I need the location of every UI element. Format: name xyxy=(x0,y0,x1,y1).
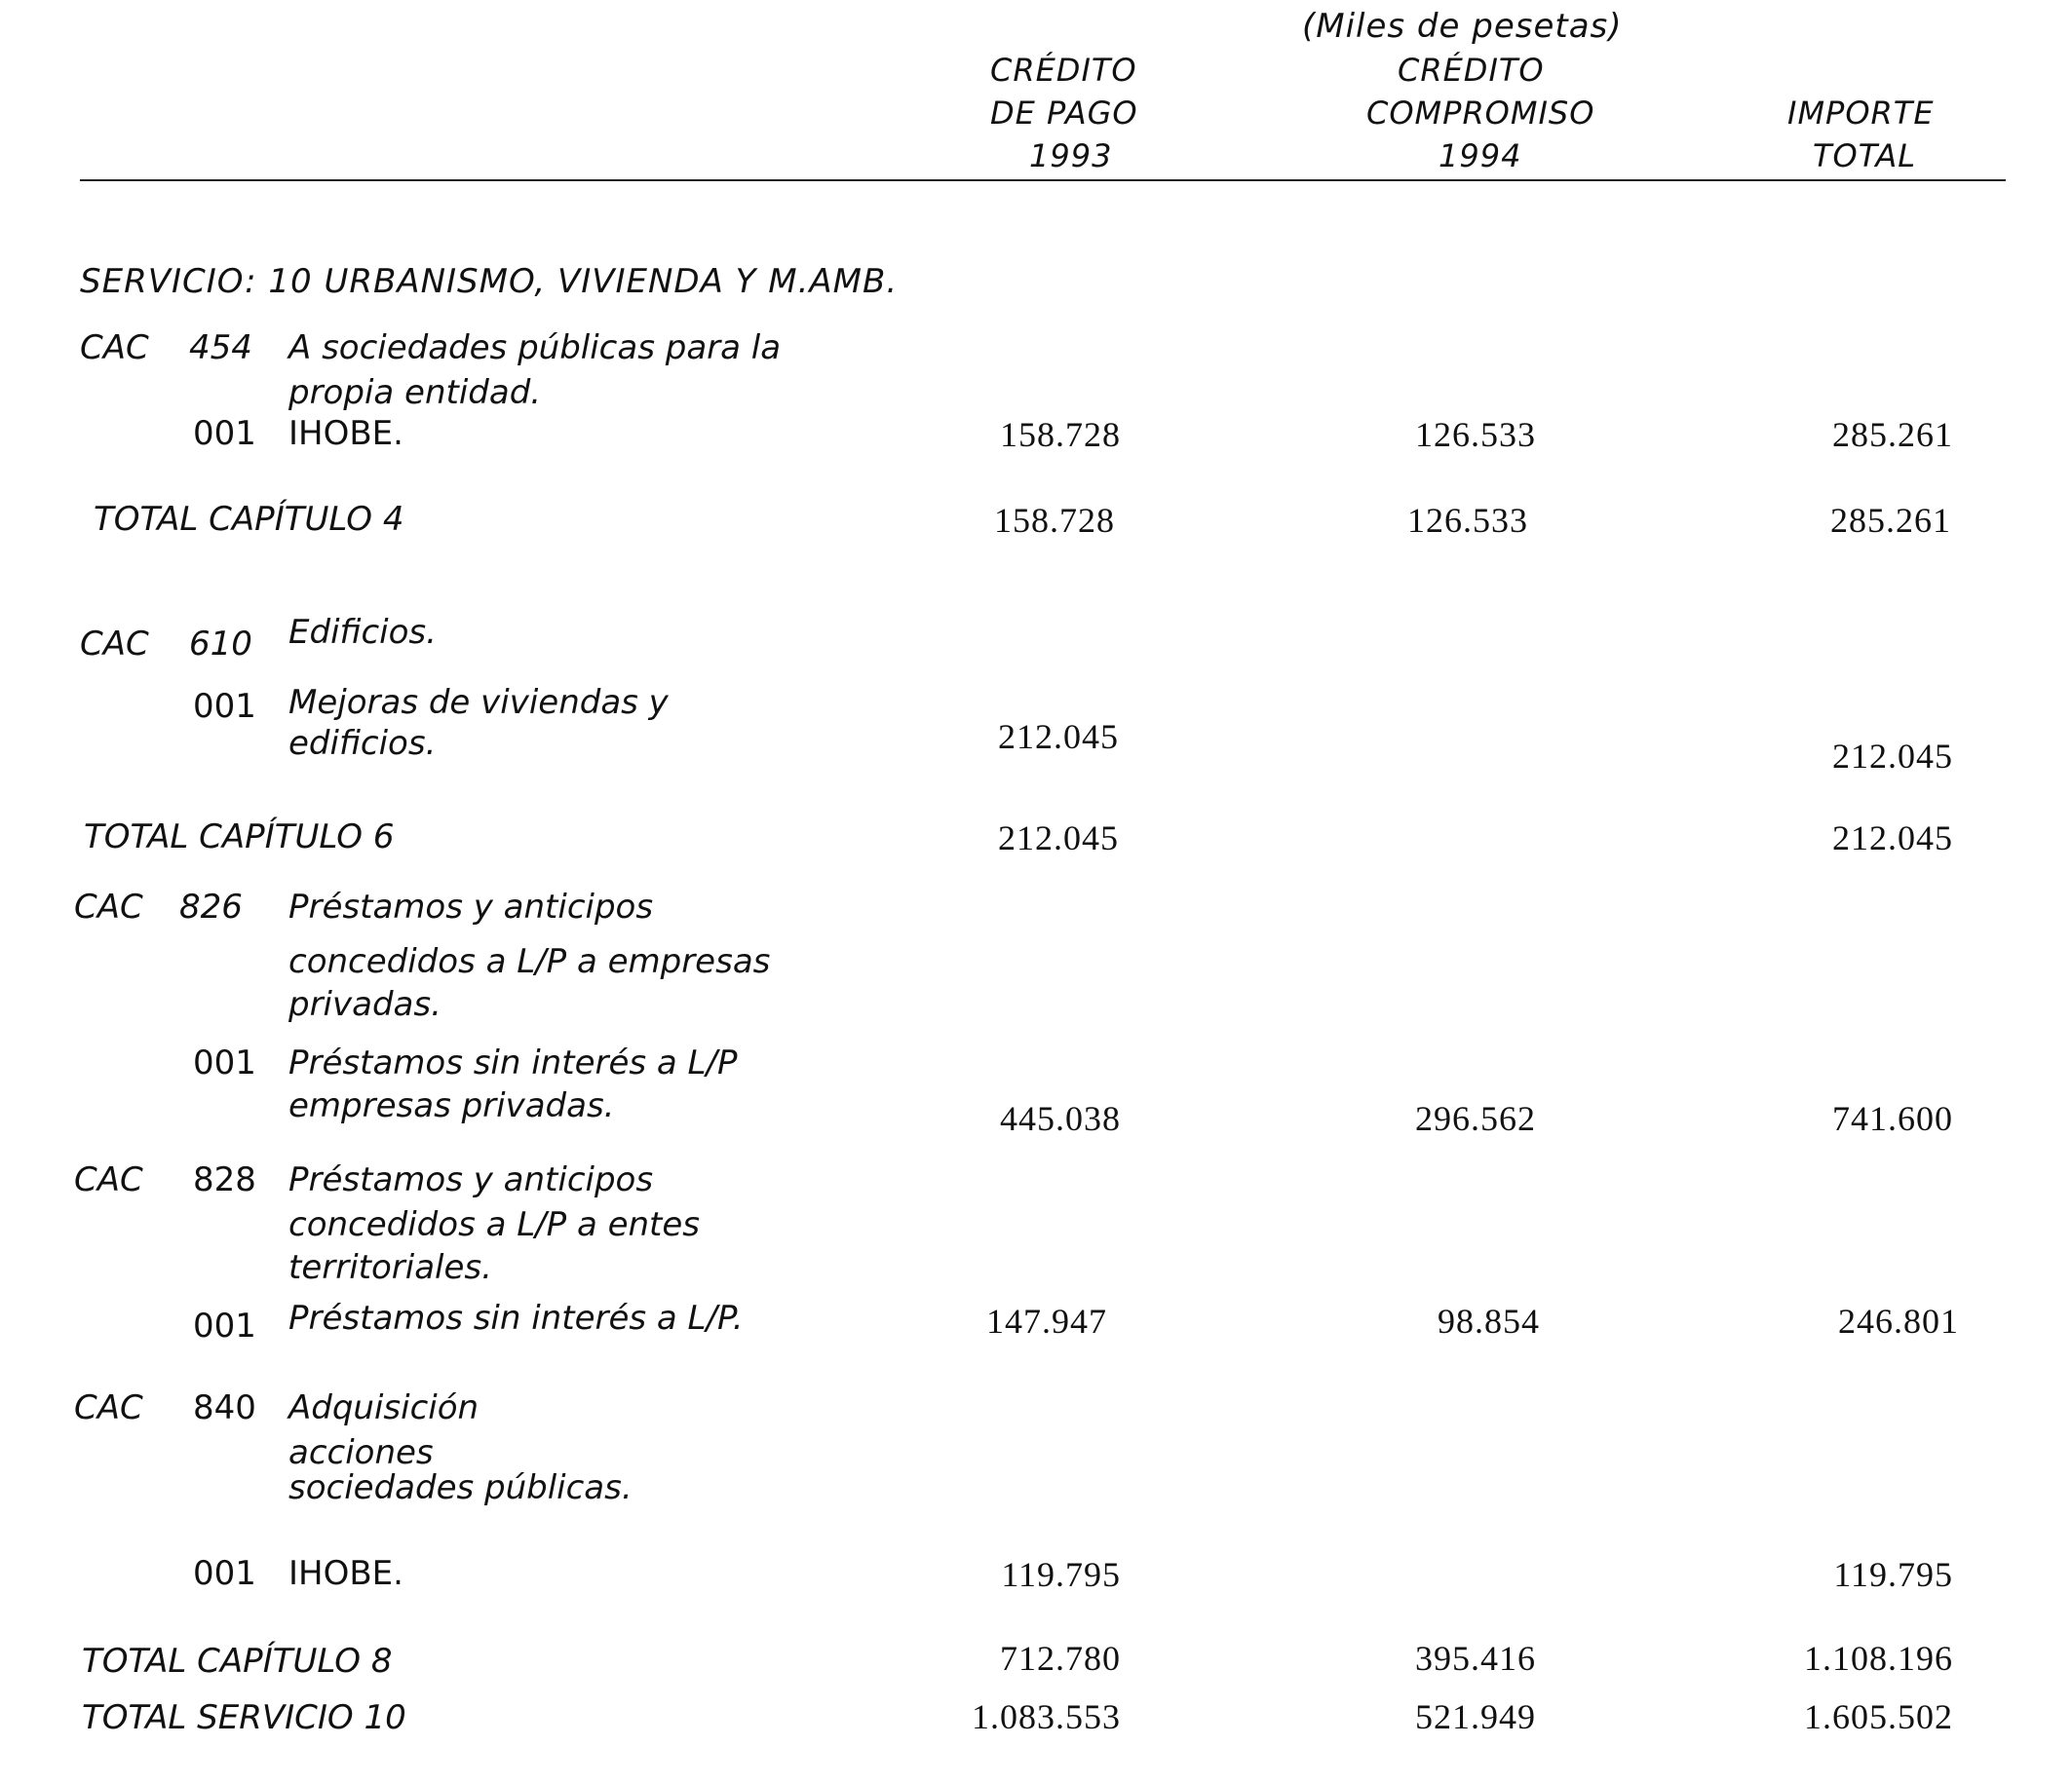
col1-header-line2: DE PAGO xyxy=(990,95,1138,132)
cac840-sub-desc: IHOBE. xyxy=(288,1554,403,1593)
cac828-value-col2: 98.854 xyxy=(1438,1302,1540,1341)
cac454-sub-code: 001 xyxy=(193,414,256,453)
cac826-sub-code: 001 xyxy=(193,1044,256,1082)
cac454-sub-desc: IHOBE. xyxy=(288,414,403,453)
cac840-desc2: acciones xyxy=(288,1433,434,1472)
col2-header-line3: 1994 xyxy=(1439,137,1522,174)
total-cap8-value-col1: 712.780 xyxy=(1000,1639,1121,1678)
total-cap8-label: TOTAL CAPÍTULO 8 xyxy=(82,1642,393,1681)
col2-header-line2: COMPROMISO xyxy=(1366,95,1595,132)
total-cap8-value-col3: 1.108.196 xyxy=(1804,1639,1953,1678)
cac454-cac: CAC xyxy=(80,328,149,367)
total-cap8-value-col2: 395.416 xyxy=(1415,1639,1536,1678)
col3-header-line1: IMPORTE xyxy=(1787,95,1935,132)
cac840-value-col1: 119.795 xyxy=(1001,1555,1121,1594)
cac610-sub-desc2: edificios. xyxy=(288,724,437,763)
cac454-desc1: A sociedades públicas para la xyxy=(288,328,782,367)
total-servicio-label: TOTAL SERVICIO 10 xyxy=(82,1698,406,1737)
total-servicio-value-col2: 521.949 xyxy=(1415,1697,1536,1736)
cac840-desc1: Adquisición xyxy=(288,1388,480,1427)
cac454-value-col3: 285.261 xyxy=(1832,415,1953,454)
cac826-cac: CAC xyxy=(74,888,143,927)
total-cap4-label: TOTAL CAPÍTULO 4 xyxy=(94,500,404,539)
col2-header-line1: CRÉDITO xyxy=(1398,52,1545,89)
cac610-sub-desc1: Mejoras de viviendas y xyxy=(288,683,669,722)
cac840-value-col3: 119.795 xyxy=(1833,1555,1953,1594)
cac828-cac: CAC xyxy=(74,1160,143,1199)
cac610-desc: Edificios. xyxy=(288,613,437,652)
total-cap4-value-col3: 285.261 xyxy=(1830,501,1951,540)
cac828-value-col3: 246.801 xyxy=(1838,1302,1959,1341)
col3-header-line2: TOTAL xyxy=(1813,137,1917,174)
cac826-desc3: privadas. xyxy=(288,985,441,1024)
cac826-code: 826 xyxy=(179,888,243,927)
cac826-desc1: Préstamos y anticipos xyxy=(288,888,654,927)
cac610-sub-code: 001 xyxy=(193,687,256,726)
cac828-value-col1: 147.947 xyxy=(986,1302,1107,1341)
cac610-value-col1: 212.045 xyxy=(998,717,1119,756)
cac828-sub-desc: Préstamos sin interés a L/P. xyxy=(288,1299,744,1338)
cac826-value-col1: 445.038 xyxy=(1000,1099,1121,1138)
total-cap6-value-col3: 212.045 xyxy=(1832,818,1953,857)
units-label: (Miles de pesetas) xyxy=(1302,7,1623,46)
cac826-value-col2: 296.562 xyxy=(1415,1099,1536,1138)
cac828-desc2: concedidos a L/P a entes xyxy=(288,1205,701,1244)
total-servicio-value-col1: 1.083.553 xyxy=(972,1697,1121,1736)
cac610-cac: CAC xyxy=(80,625,149,664)
cac840-desc3: sociedades públicas. xyxy=(288,1468,633,1507)
cac840-sub-code: 001 xyxy=(193,1554,256,1593)
cac826-sub-desc1: Préstamos sin interés a L/P xyxy=(288,1044,738,1082)
col1-header-line1: CRÉDITO xyxy=(990,52,1137,89)
servicio-title: SERVICIO: 10 URBANISMO, VIVIENDA Y M.AMB. xyxy=(80,262,899,301)
total-cap4-value-col1: 158.728 xyxy=(994,501,1115,540)
cac828-sub-code: 001 xyxy=(193,1307,256,1346)
total-cap6-value-col1: 212.045 xyxy=(998,818,1119,857)
cac610-code: 610 xyxy=(189,625,252,664)
cac828-code: 828 xyxy=(193,1160,256,1199)
total-servicio-value-col3: 1.605.502 xyxy=(1804,1697,1953,1736)
header-rule xyxy=(80,179,2006,181)
cac826-sub-desc2: empresas privadas. xyxy=(288,1086,615,1125)
cac828-desc3: territoriales. xyxy=(288,1248,492,1287)
total-cap6-label: TOTAL CAPÍTULO 6 xyxy=(84,817,395,856)
cac828-desc1: Préstamos y anticipos xyxy=(288,1160,654,1199)
cac826-value-col3: 741.600 xyxy=(1832,1099,1953,1138)
cac840-code: 840 xyxy=(193,1388,256,1427)
cac454-value-col1: 158.728 xyxy=(1000,415,1121,454)
cac454-code: 454 xyxy=(189,328,252,367)
cac610-value-col3: 212.045 xyxy=(1832,737,1953,776)
col1-header-line3: 1993 xyxy=(1029,137,1113,174)
cac840-cac: CAC xyxy=(74,1388,143,1427)
total-cap4-value-col2: 126.533 xyxy=(1407,501,1528,540)
cac454-value-col2: 126.533 xyxy=(1415,415,1536,454)
cac454-desc2: propia entidad. xyxy=(288,373,542,412)
cac826-desc2: concedidos a L/P a empresas xyxy=(288,942,771,981)
